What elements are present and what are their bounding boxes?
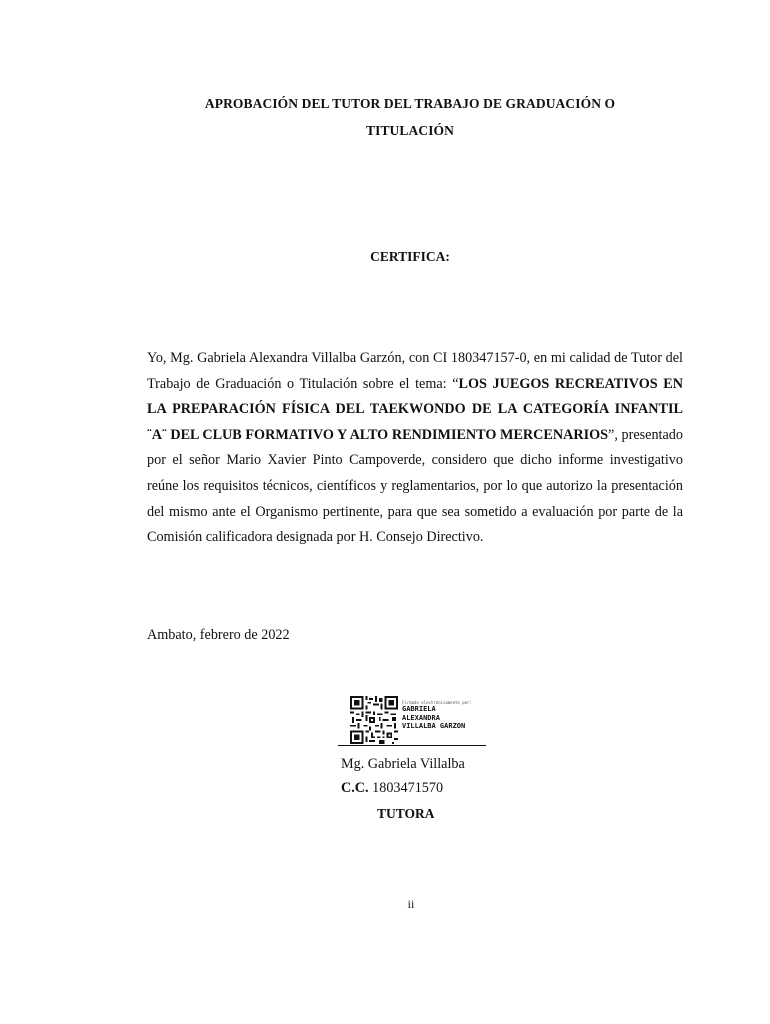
- paragraph-intro: Yo, Mg. Gabriela Alexandra Villalba Garzón, con CI 180347157-0, en mi calidad de Tutor del Trabajo de Graduación o Titulación sobre el tema: “: [147, 350, 683, 392]
- tutor-id-label: C.C.: [341, 780, 369, 796]
- signature-line: [338, 745, 486, 746]
- signer-name-line-3: VILLALBA GARZON: [402, 722, 466, 730]
- tutor-role: TUTORA: [377, 806, 435, 821]
- certification-paragraph: [147, 346, 683, 551]
- paragraph-conclusion: ”, presentado por el señor Mario Xavier Pinto Campoverde, considero que dicho informe investigativo reúne los requisitos técnicos, científicos y reglamentarios, por lo que autorizo la presentación del mismo ante el Organismo pertinente, para que sea sometido a evaluación por parte de la Comisión calificadora designada por H. Consejo Directivo.: [147, 426, 683, 546]
- qr-code-icon: [349, 696, 399, 744]
- signer-name-line-1: GABRIELA: [402, 705, 436, 713]
- signature-text: [402, 700, 472, 731]
- electronic-signature: [349, 695, 485, 747]
- place-and-date: Ambato, febrero de 2022: [147, 627, 290, 643]
- document-title-line-2: TITULACIÓN: [365, 123, 455, 138]
- tutor-id: [341, 780, 443, 797]
- signature-caption: Firmado electrónicamente por:: [402, 700, 472, 705]
- signer-name-line-2: ALEXANDRA: [402, 713, 440, 722]
- page-number: ii: [407, 897, 415, 911]
- thesis-title: LOS JUEGOS RECREATIVOS EN LA PREPARACIÓN FÍSICA DEL TAEKWONDO DE LA CATEGORÍA INFANTIL ¨A¨ DEL CLUB FORMATIVO Y ALTO RENDIMIENTO MERCENARIOS: [147, 375, 683, 443]
- certifica-heading: CERTIFICA:: [370, 249, 450, 264]
- document-title-line-1: APROBACIÓN DEL TUTOR DEL TRABAJO DE GRADUACIÓN O: [204, 96, 616, 111]
- tutor-name: Mg. Gabriela Villalba: [341, 756, 465, 772]
- tutor-id-number: 1803471570: [372, 780, 444, 796]
